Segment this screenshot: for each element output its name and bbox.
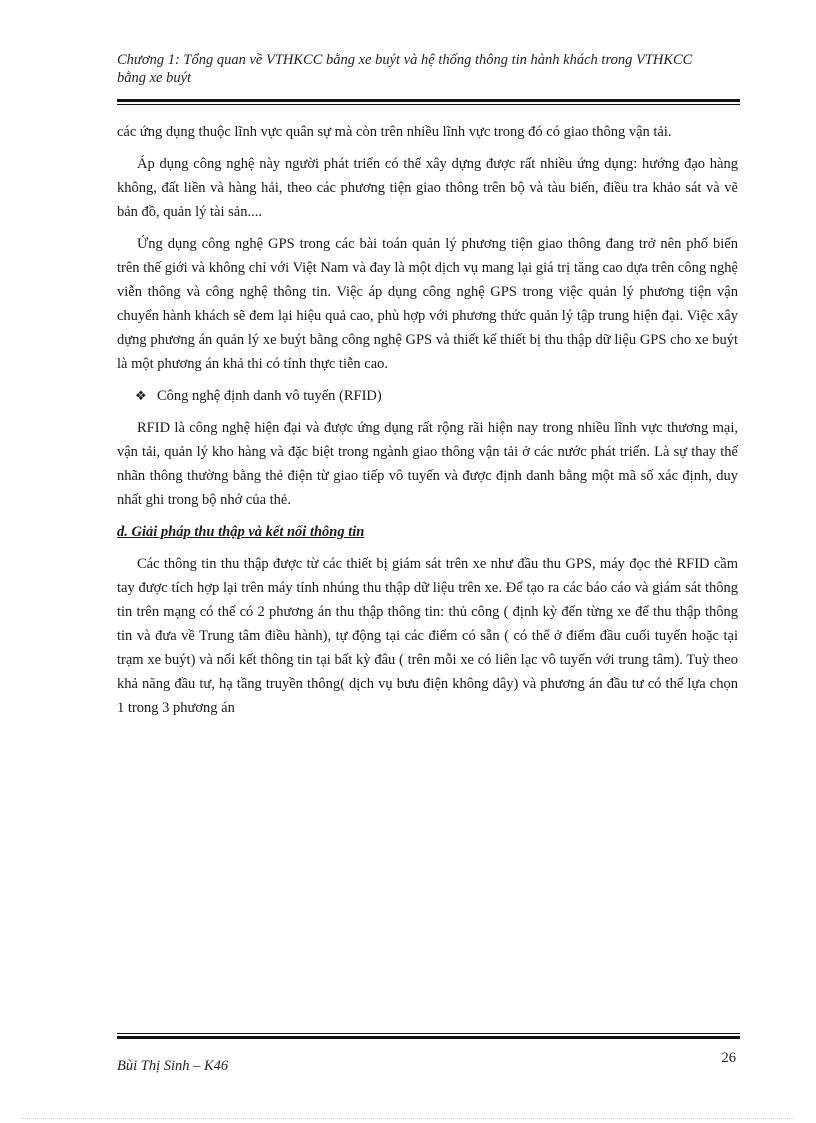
paragraph-4: RFID là công nghệ hiện đại và được ứng dụng rất rộng rãi hiện nay trong nhiều lĩnh vực thương mại, vận tải, quản lý kho hàng và đặc biệt trong ngành giao thông vận tải ở các nước phát triển. Là sự thay thế nhãn thông thường bằng thẻ điện từ giao tiếp vô tuyến và được định danh bằng một mã số xác định, duy nhất ghi trong bộ nhớ của thẻ. <box>117 420 738 508</box>
page-body <box>117 120 738 728</box>
header-rule <box>117 99 740 105</box>
footer-rule <box>117 1033 740 1039</box>
paragraph-3: Ứng dụng công nghệ GPS trong các bài toán quản lý phương tiện giao thông đang trở nên phổ biến trên thế giới và không chỉ với Việt Nam và đay là một dịch vụ mang lại giá trị tăng cao dựa trên công nghệ viễn thông và công nghệ thông tin. Việc áp dụng công nghệ GPS trong việc quản lý phương tiện vận chuyển hành khách sẽ đem lại hiệu quả cao, phù hợp với phương thức quản lý tập trung hiện đại. Việc xây dựng phương án quản lý xe buýt bằng công nghệ GPS và thiết kế thiết bị thu thập dữ liệu GPS cho xe buýt là một phương án khả thi có tính thực tiễn cao. <box>117 236 738 372</box>
bullet-item-rfid <box>117 384 738 408</box>
paragraph-2: Áp dụng công nghệ này người phát triển có thể xây dựng được rất nhiều ứng dụng: hướng đạo hàng không, đất liền và hàng hải, theo các phương tiện giao thông trên bộ và tàu biển, điều tra khảo sát và vẽ bản đồ, quản lý tài sản.... <box>117 156 738 220</box>
paragraph-1: các ứng dụng thuộc lĩnh vực quân sự mà còn trên nhiều lĩnh vực trong đó có giao thông vận tải. <box>117 124 672 140</box>
page-edge-divider <box>22 1118 794 1119</box>
paragraph-5: Các thông tin thu thập được từ các thiết bị giám sát trên xe như đầu thu GPS, máy đọc thẻ RFID cầm tay được tích hợp lại trên máy tính nhúng thu thập dữ liệu trên xe. Để tạo ra các báo cáo và giám sát thông tin trên mạng có thể có 2 phương án thu thập thông tin: thủ công ( định kỳ đến từng xe để thu thập thông tin và đưa về Trung tâm điều hành), tự động tại các điểm có sẵn ( có thể ở điểm đầu cuối tuyến hoặc tại trạm xe buýt) và nối kết thông tin tại bất kỳ đâu ( trên mỗi xe có liên lạc vô tuyến với trung tâm). Tuỳ theo khả năng đầu tư, hạ tầng truyền thông( dịch vụ bưu điện không dây) và phương án đầu tư có thể lựa chọn 1 trong 3 phương án <box>117 556 738 716</box>
page-number: 26 <box>721 1050 736 1066</box>
bullet-text: Công nghệ định danh vô tuyến (RFID) <box>157 388 382 404</box>
footer-author: Bùi Thị Sinh – K46 <box>117 1058 229 1074</box>
diamond-bullet-icon: ❖ <box>135 388 147 403</box>
chapter-header: Chương 1: Tổng quan về VTHKCC bằng xe buýt và hệ thống thông tin hành khách trong VTHKCC bằng xe buýt <box>117 52 693 86</box>
section-heading: d. Giải pháp thu thập và kết nối thông tin <box>117 524 365 540</box>
